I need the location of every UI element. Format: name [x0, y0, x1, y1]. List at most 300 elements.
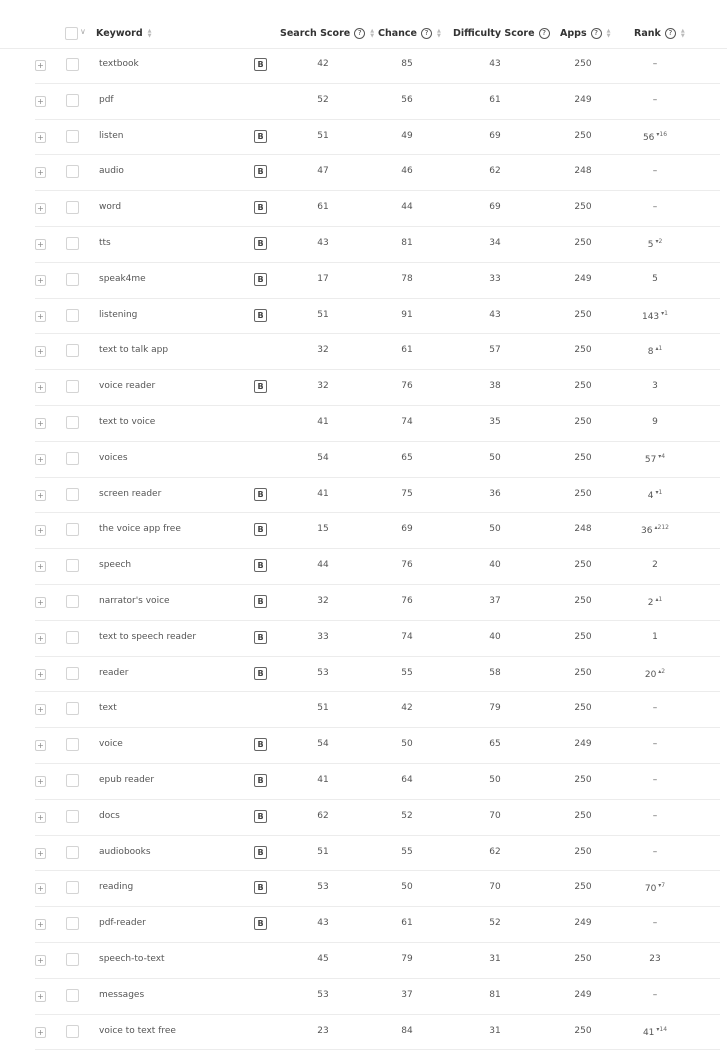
search-score-cell: 54 — [317, 739, 329, 750]
table-row[interactable] — [35, 979, 720, 1015]
apps-cell: 250 — [574, 667, 592, 678]
table-row[interactable] — [35, 442, 720, 478]
b-badge-icon: B — [254, 309, 267, 322]
column-header-difficulty-score[interactable]: Difficulty Score ? — [453, 28, 550, 39]
table-row[interactable] — [35, 48, 720, 84]
search-score-cell: 41 — [317, 488, 329, 499]
row-checkbox[interactable] — [66, 631, 79, 644]
chance-cell: 65 — [401, 452, 413, 463]
expand-row-icon[interactable]: + — [35, 919, 46, 930]
expand-row-icon[interactable]: + — [35, 346, 46, 357]
table-row[interactable] — [35, 943, 720, 979]
rank-change: ▾1 — [655, 488, 663, 496]
difficulty-score-cell: 81 — [489, 989, 501, 1000]
chance-cell: 76 — [401, 381, 413, 392]
search-score-cell: 43 — [317, 918, 329, 929]
difficulty-score-cell: 61 — [489, 94, 501, 105]
sort-icon[interactable]: ▲ ▼ — [370, 27, 375, 39]
rank-value: 1 — [652, 631, 658, 642]
chance-cell: 76 — [401, 560, 413, 571]
chance-cell: 78 — [401, 273, 413, 284]
row-checkbox[interactable] — [66, 165, 79, 178]
search-score-cell: 42 — [317, 59, 329, 69]
expand-row-icon[interactable]: + — [35, 776, 46, 787]
rank-cell — [635, 775, 675, 785]
chance-cell: 79 — [401, 953, 413, 964]
rank-value: 9 — [652, 416, 658, 427]
b-badge-icon: B — [254, 667, 267, 680]
table-row[interactable] — [35, 1015, 720, 1050]
b-badge-icon: B — [254, 165, 267, 178]
search-score-cell: 53 — [317, 989, 329, 1000]
difficulty-score-cell: 43 — [489, 309, 501, 320]
apps-cell: 250 — [574, 416, 592, 427]
rank-cell — [635, 345, 675, 357]
search-score-cell: 17 — [317, 273, 329, 284]
rank-cell — [635, 489, 675, 501]
keyword-cell: epub reader — [99, 774, 155, 785]
row-checkbox[interactable] — [66, 953, 79, 966]
chance-cell: 46 — [401, 166, 413, 177]
rank-cell — [635, 131, 675, 143]
difficulty-score-cell: 79 — [489, 703, 501, 714]
table-row[interactable] — [35, 370, 720, 406]
rank-value: – — [652, 918, 658, 929]
row-checkbox[interactable] — [66, 58, 79, 71]
row-checkbox[interactable] — [66, 738, 79, 751]
table-header — [0, 22, 727, 49]
rank-cell — [635, 918, 675, 928]
expand-row-icon[interactable]: + — [35, 883, 46, 894]
rank-cell — [635, 632, 675, 642]
table-row[interactable] — [35, 120, 720, 156]
row-checkbox[interactable] — [66, 702, 79, 715]
rank-cell — [635, 668, 675, 680]
row-checkbox[interactable] — [66, 380, 79, 393]
search-score-cell: 51 — [317, 846, 329, 857]
b-badge-icon: B — [254, 738, 267, 751]
difficulty-score-cell: 36 — [489, 488, 501, 499]
chance-cell: 69 — [401, 524, 413, 535]
column-header-keyword[interactable]: Keyword ▲ ▼ — [96, 27, 152, 39]
rank-cell — [635, 560, 675, 570]
rank-value: 2 — [647, 597, 654, 608]
search-score-cell: 23 — [317, 1025, 329, 1036]
keyword-cell: word — [99, 202, 122, 213]
rank-value: 36 — [641, 526, 653, 537]
table-row[interactable] — [35, 191, 720, 227]
row-checkbox[interactable] — [66, 667, 79, 680]
difficulty-score-cell: 43 — [489, 59, 501, 69]
b-badge-icon: B — [254, 810, 267, 823]
expand-row-icon[interactable]: + — [35, 60, 46, 71]
expand-row-icon[interactable]: + — [35, 704, 46, 715]
keyword-cell: voice — [99, 739, 123, 750]
chance-cell: 49 — [401, 130, 413, 141]
difficulty-score-cell: 37 — [489, 595, 501, 606]
rank-change: ▾2 — [655, 237, 663, 245]
search-score-cell: 52 — [317, 94, 329, 105]
rank-value: 5 — [647, 239, 654, 250]
expand-row-icon[interactable]: + — [35, 669, 46, 680]
chance-cell: 85 — [401, 59, 413, 69]
rank-value: – — [652, 846, 658, 857]
select-all-checkbox[interactable] — [65, 27, 78, 40]
apps-cell: 250 — [574, 381, 592, 392]
help-icon[interactable]: ? — [354, 28, 365, 39]
table-row[interactable] — [35, 728, 720, 764]
table-row[interactable] — [35, 513, 720, 549]
search-score-cell: 45 — [317, 953, 329, 964]
b-badge-icon: B — [254, 595, 267, 608]
chance-cell: 61 — [401, 918, 413, 929]
chance-cell: 61 — [401, 345, 413, 356]
table-row[interactable] — [35, 836, 720, 872]
table-row[interactable] — [35, 334, 720, 370]
apps-cell: 250 — [574, 202, 592, 213]
table-row[interactable] — [35, 227, 720, 263]
expand-row-icon[interactable]: + — [35, 633, 46, 644]
search-score-cell: 43 — [317, 237, 329, 248]
rank-value: – — [652, 202, 658, 213]
row-checkbox[interactable] — [66, 774, 79, 787]
difficulty-score-cell: 34 — [489, 237, 501, 248]
chance-cell: 55 — [401, 846, 413, 857]
rank-value: – — [652, 989, 658, 1000]
b-badge-icon: B — [254, 380, 267, 393]
expand-row-icon[interactable]: + — [35, 454, 46, 465]
search-score-cell: 62 — [317, 810, 329, 821]
apps-cell: 250 — [574, 309, 592, 320]
keyword-cell: voice to text free — [99, 1025, 176, 1036]
row-checkbox[interactable] — [66, 1025, 79, 1038]
table-body — [0, 48, 727, 1050]
difficulty-score-cell: 62 — [489, 846, 501, 857]
b-badge-icon: B — [254, 237, 267, 250]
chance-cell: 74 — [401, 416, 413, 427]
keyword-cell: listening — [99, 309, 138, 320]
row-checkbox[interactable] — [66, 344, 79, 357]
apps-cell: 249 — [574, 273, 592, 284]
table-row[interactable] — [35, 155, 720, 191]
expand-row-icon[interactable]: + — [35, 311, 46, 322]
rank-change: ▾7 — [658, 882, 666, 890]
table-row[interactable] — [35, 478, 720, 514]
rank-cell — [635, 274, 675, 284]
keyword-cell: messages — [99, 989, 145, 1000]
b-badge-icon: B — [254, 774, 267, 787]
expand-row-icon[interactable]: + — [35, 812, 46, 823]
apps-cell: 249 — [574, 918, 592, 929]
difficulty-score-cell: 33 — [489, 273, 501, 284]
rank-cell — [635, 310, 675, 322]
apps-cell: 250 — [574, 488, 592, 499]
apps-cell: 248 — [574, 524, 592, 535]
table-row[interactable] — [35, 621, 720, 657]
b-badge-icon: B — [254, 559, 267, 572]
difficulty-score-cell: 70 — [489, 882, 501, 893]
expand-row-icon[interactable]: + — [35, 418, 46, 429]
b-badge-icon: B — [254, 58, 267, 71]
keyword-cell: narrator's voice — [99, 595, 170, 606]
column-header-chance[interactable]: Chance ? ▲ ▼ — [378, 27, 441, 39]
search-score-cell: 53 — [317, 882, 329, 893]
rank-change: ▴1 — [655, 595, 663, 603]
table-row[interactable] — [35, 907, 720, 943]
difficulty-score-cell: 35 — [489, 416, 501, 427]
keyword-cell: listen — [99, 130, 124, 141]
row-checkbox[interactable] — [66, 309, 79, 322]
chance-cell: 64 — [401, 774, 413, 785]
expand-row-icon[interactable]: + — [35, 525, 46, 536]
help-icon[interactable]: ? — [421, 28, 432, 39]
row-checkbox[interactable] — [66, 846, 79, 859]
apps-cell: 250 — [574, 703, 592, 714]
rank-value: 56 — [642, 132, 655, 143]
difficulty-score-cell: 58 — [489, 667, 501, 678]
rank-cell — [635, 524, 675, 536]
apps-cell: 250 — [574, 953, 592, 964]
keyword-cell: audio — [99, 166, 124, 177]
b-badge-icon: B — [254, 201, 267, 214]
rank-cell — [635, 954, 675, 964]
expand-row-icon[interactable]: + — [35, 382, 46, 393]
rank-cell — [635, 1026, 675, 1038]
row-checkbox[interactable] — [66, 130, 79, 143]
b-badge-icon: B — [254, 488, 267, 501]
search-score-cell: 33 — [317, 631, 329, 642]
chance-cell: 81 — [401, 237, 413, 248]
difficulty-score-cell: 69 — [489, 130, 501, 141]
rank-value: 57 — [644, 454, 657, 465]
rank-change: ▾14 — [656, 1025, 668, 1033]
rank-value: – — [652, 59, 658, 69]
table-row[interactable] — [35, 299, 720, 335]
apps-cell: 248 — [574, 166, 592, 177]
table-row[interactable] — [35, 585, 720, 621]
difficulty-score-cell: 52 — [489, 918, 501, 929]
chance-cell: 50 — [401, 739, 413, 750]
rank-cell — [635, 202, 675, 212]
expand-row-icon[interactable]: + — [35, 203, 46, 214]
column-header-rank[interactable]: Rank ? ▲ ▼ — [634, 27, 685, 39]
chance-cell: 84 — [401, 1025, 413, 1036]
rank-value: 41 — [642, 1027, 655, 1038]
search-score-cell: 53 — [317, 667, 329, 678]
difficulty-score-cell: 57 — [489, 345, 501, 356]
table-row[interactable] — [35, 692, 720, 728]
apps-cell: 250 — [574, 846, 592, 857]
expand-row-icon[interactable]: + — [35, 167, 46, 178]
row-checkbox[interactable] — [66, 416, 79, 429]
row-checkbox[interactable] — [66, 881, 79, 894]
keyword-cell: reader — [99, 667, 129, 678]
apps-cell: 249 — [574, 94, 592, 105]
rank-change: ▴1 — [655, 345, 663, 353]
rank-value: 8 — [647, 347, 654, 358]
search-score-cell: 51 — [317, 703, 329, 714]
rank-change: ▾1 — [661, 309, 669, 317]
rank-value: 20 — [644, 669, 657, 680]
rank-cell — [635, 453, 675, 465]
chance-cell: 75 — [401, 488, 413, 499]
keyword-cell: tts — [99, 237, 111, 248]
difficulty-score-cell: 70 — [489, 810, 501, 821]
expand-row-icon[interactable]: + — [35, 848, 46, 859]
rank-cell — [635, 847, 675, 857]
rank-value: – — [652, 810, 658, 821]
table-row[interactable] — [35, 549, 720, 585]
keyword-cell: audiobooks — [99, 846, 151, 857]
b-badge-icon: B — [254, 881, 267, 894]
expand-row-icon[interactable]: + — [35, 132, 46, 143]
sort-icon[interactable]: ▲ ▼ — [680, 27, 685, 39]
rank-value: 2 — [652, 560, 658, 571]
chance-cell: 74 — [401, 631, 413, 642]
search-score-cell: 15 — [317, 524, 329, 535]
help-icon[interactable]: ? — [665, 28, 676, 39]
b-badge-icon: B — [254, 523, 267, 536]
expand-row-icon[interactable]: + — [35, 561, 46, 572]
table-row[interactable] — [35, 657, 720, 693]
apps-cell: 250 — [574, 1025, 592, 1036]
apps-cell: 249 — [574, 739, 592, 750]
row-checkbox[interactable] — [66, 989, 79, 1002]
expand-row-icon[interactable]: + — [35, 275, 46, 286]
apps-cell: 250 — [574, 595, 592, 606]
rank-value: 3 — [652, 381, 658, 392]
row-checkbox[interactable] — [66, 595, 79, 608]
rank-cell — [635, 417, 675, 427]
rank-change: ▾16 — [656, 130, 668, 138]
rank-cell — [635, 739, 675, 749]
rank-cell — [635, 59, 675, 69]
chance-cell: 37 — [401, 989, 413, 1000]
keyword-cell: pdf-reader — [99, 918, 146, 929]
rank-value: – — [652, 94, 658, 105]
difficulty-score-cell: 31 — [489, 1025, 501, 1036]
b-badge-icon: B — [254, 273, 267, 286]
sort-icon[interactable]: ▲ ▼ — [147, 27, 152, 39]
difficulty-score-cell: 62 — [489, 166, 501, 177]
apps-cell: 250 — [574, 774, 592, 785]
search-score-cell: 41 — [317, 416, 329, 427]
search-score-cell: 51 — [317, 130, 329, 141]
search-score-cell: 32 — [317, 595, 329, 606]
chance-cell: 44 — [401, 202, 413, 213]
b-badge-icon: B — [254, 130, 267, 143]
apps-cell: 250 — [574, 810, 592, 821]
expand-row-icon[interactable]: + — [35, 740, 46, 751]
chevron-down-icon[interactable]: ∨ — [80, 27, 86, 36]
difficulty-score-cell: 50 — [489, 774, 501, 785]
column-header-apps[interactable]: Apps ? ▲ ▼ — [560, 27, 611, 39]
row-checkbox[interactable] — [66, 452, 79, 465]
rank-value: – — [652, 739, 658, 750]
expand-row-icon[interactable]: + — [35, 239, 46, 250]
apps-cell: 250 — [574, 59, 592, 69]
keyword-cell: text to speech reader — [99, 631, 197, 642]
expand-row-icon[interactable]: + — [35, 96, 46, 107]
difficulty-score-cell: 65 — [489, 739, 501, 750]
row-checkbox[interactable] — [66, 94, 79, 107]
rank-value: 143 — [641, 311, 660, 322]
help-icon[interactable]: ? — [591, 28, 602, 39]
search-score-cell: 51 — [317, 309, 329, 320]
apps-cell: 249 — [574, 989, 592, 1000]
keyword-cell: voices — [99, 452, 128, 463]
search-score-cell: 44 — [317, 560, 329, 571]
rank-cell — [635, 990, 675, 1000]
table-row[interactable] — [35, 871, 720, 907]
apps-cell: 250 — [574, 560, 592, 571]
difficulty-score-cell: 40 — [489, 631, 501, 642]
row-checkbox[interactable] — [66, 810, 79, 823]
apps-cell: 250 — [574, 631, 592, 642]
column-header-search-score[interactable]: Search Score ? ▲ ▼ — [280, 27, 375, 39]
expand-row-icon[interactable]: + — [35, 1027, 46, 1038]
row-checkbox[interactable] — [66, 523, 79, 536]
row-checkbox[interactable] — [66, 488, 79, 501]
row-checkbox[interactable] — [66, 559, 79, 572]
chance-cell: 42 — [401, 703, 413, 714]
rank-cell — [635, 381, 675, 391]
search-score-cell: 32 — [317, 381, 329, 392]
keyword-cell: reading — [99, 882, 134, 893]
apps-cell: 250 — [574, 452, 592, 463]
apps-cell: 250 — [574, 237, 592, 248]
sort-icon[interactable]: ▲ ▼ — [436, 27, 441, 39]
rank-change: ▴212 — [654, 524, 669, 532]
table-row[interactable] — [35, 800, 720, 836]
chance-cell: 52 — [401, 810, 413, 821]
apps-cell: 250 — [574, 130, 592, 141]
b-badge-icon: B — [254, 631, 267, 644]
row-checkbox[interactable] — [66, 273, 79, 286]
sort-icon[interactable]: ▲ ▼ — [606, 27, 611, 39]
rank-value: 5 — [652, 273, 658, 284]
rank-value: 4 — [647, 490, 654, 501]
chance-cell: 56 — [401, 94, 413, 105]
row-checkbox[interactable] — [66, 201, 79, 214]
row-checkbox[interactable] — [66, 917, 79, 930]
difficulty-score-cell: 50 — [489, 524, 501, 535]
keyword-cell: text to voice — [99, 416, 156, 427]
apps-cell: 250 — [574, 345, 592, 356]
table-row[interactable] — [35, 764, 720, 800]
expand-row-icon[interactable]: + — [35, 955, 46, 966]
table-row[interactable] — [35, 406, 720, 442]
search-score-cell: 61 — [317, 202, 329, 213]
expand-row-icon[interactable]: + — [35, 597, 46, 608]
difficulty-score-cell: 69 — [489, 202, 501, 213]
keyword-cell: speak4me — [99, 273, 146, 284]
table-row[interactable] — [35, 263, 720, 299]
rank-value: 70 — [644, 884, 657, 895]
expand-row-icon[interactable]: + — [35, 490, 46, 501]
help-icon[interactable]: ? — [539, 28, 550, 39]
table-row[interactable] — [35, 84, 720, 120]
difficulty-score-cell: 31 — [489, 953, 501, 964]
rank-cell — [635, 166, 675, 176]
rank-cell — [635, 95, 675, 105]
keyword-cell: speech-to-text — [99, 953, 165, 964]
keyword-cell: the voice app free — [99, 524, 181, 535]
row-checkbox[interactable] — [66, 237, 79, 250]
expand-row-icon[interactable]: + — [35, 991, 46, 1002]
search-score-cell: 54 — [317, 452, 329, 463]
rank-value: – — [652, 703, 658, 714]
